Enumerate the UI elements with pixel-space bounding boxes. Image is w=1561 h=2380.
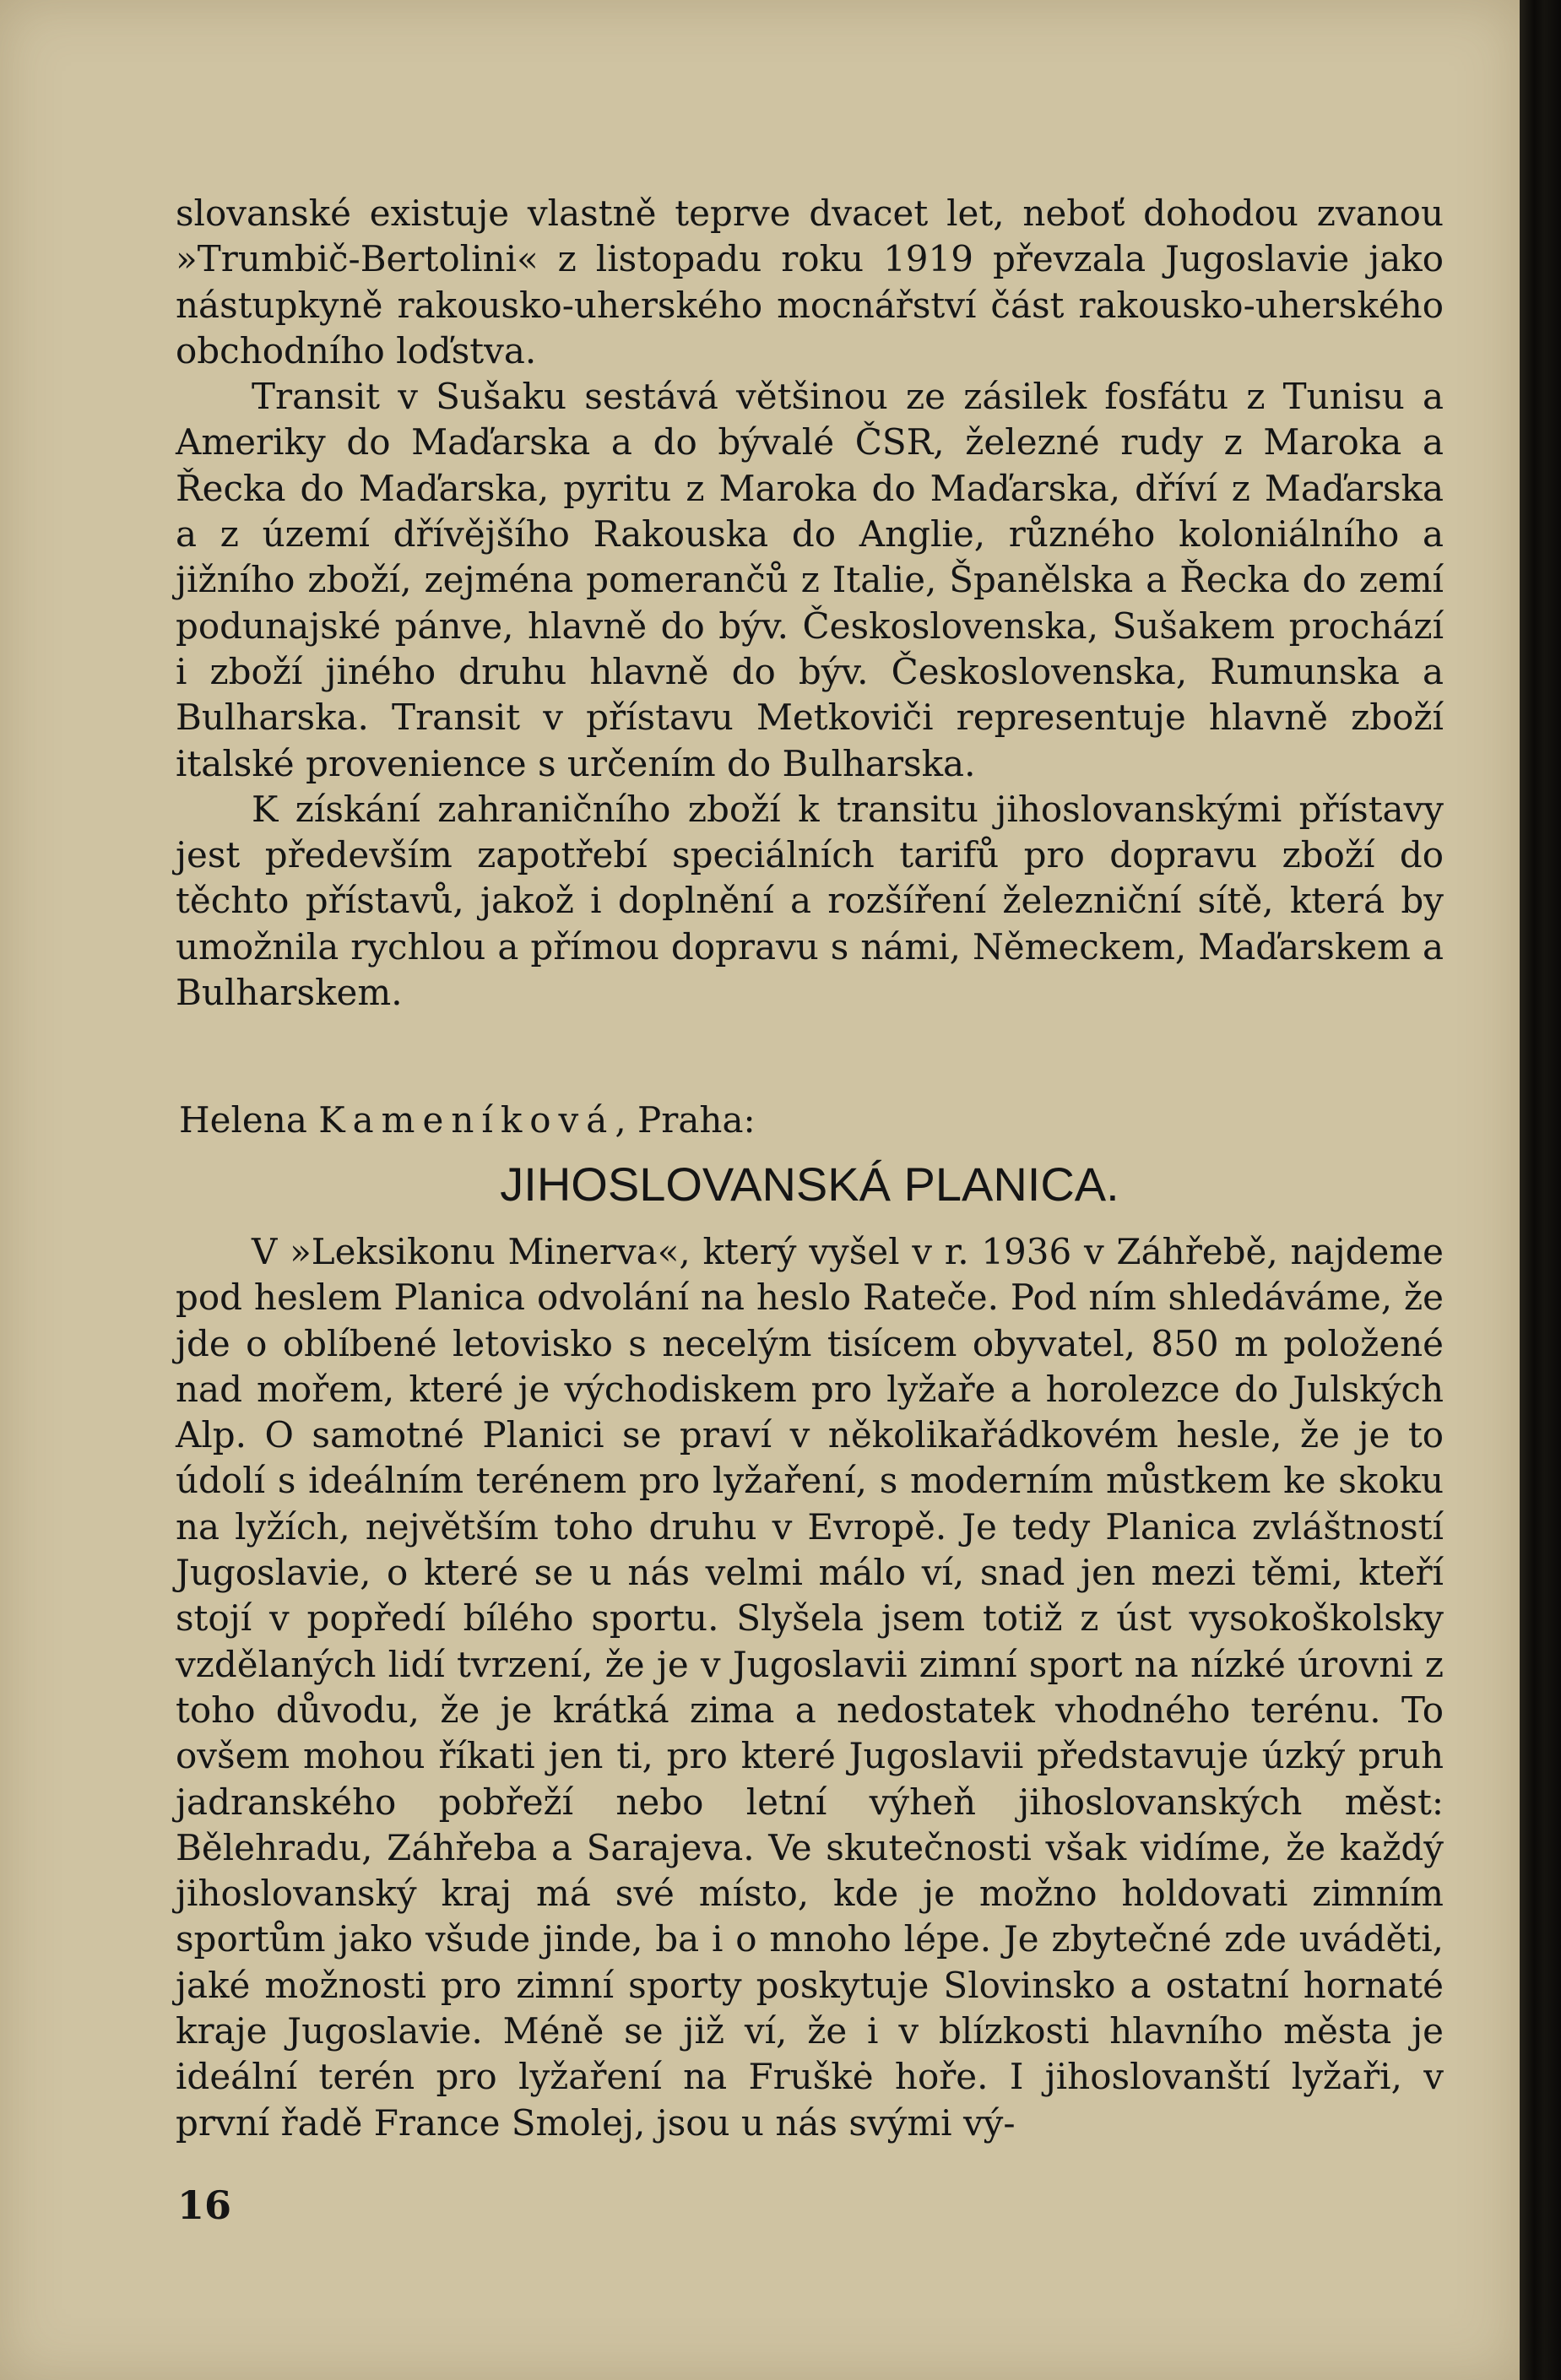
article-text bbox=[176, 1229, 1444, 2146]
author-byline bbox=[179, 1099, 756, 1141]
transit-paragraph: Transit v Sušaku sestává většinou ze zásilek fosfátu z Tunisu a Ameriky do Maďarska a do bývalé ČSR, železné rudy z Maroka a Řecka do Maďarska, pyritu z Maroka do Maďarska, dříví z Maďarska a z území dřívějšího Rakouska do Anglie, různého koloniálního a jižního zboží, zejména pomerančů z Italie, Španělska a Řecka do zemí podunajské pánve, hlavně do býv. Československa, Sušakem prochází i zboží jiného druhu hlavně do býv. Československa, Rumunska a Bulharska. Transit v přístavu Metkoviči representuje hlavně zboží italské provenience s určením do Bulharska. bbox=[176, 376, 1444, 784]
author-first-name: Helena bbox=[179, 1099, 307, 1141]
page-edge-shadow bbox=[1520, 0, 1561, 2380]
previous-article-text bbox=[176, 191, 1444, 1016]
transit-conclusion-paragraph: K získání zahraničního zboží k transitu jihoslovanskými přístavy jest především zapotřebí speciálních tarifů pro dopravu zboží do těchto přístavů, jakož i doplnění a rozšíření železniční sítě, která by umožnila rychlou a přímou dopravu s námi, Německem, Maďarskem a Bulharskem. bbox=[176, 788, 1444, 1014]
continuation-paragraph: slovanské existuje vlastně teprve dvacet let, neboť dohodou zvanou »Trumbič-Bertolini« z listopadu roku 1919 převzala Jugoslavie jako nástupkyně rakousko-uherského mocnářství část rakousko-uherského obchodního loďstva. bbox=[176, 192, 1444, 371]
page-number: 16 bbox=[177, 2182, 232, 2228]
article-title: JIHOSLOVANSKÁ PLANICA. bbox=[500, 1157, 1119, 1211]
article-paragraph: V »Leksikonu Minerva«, který vyšel v r. 1936 v Záhřebě, najdeme pod heslem Planica odvolání na heslo Rateče. Pod ním shledáváme, že jde o oblíbené letovisko s necelým tisícem obyvatel, 850 m položené nad mořem, které je východiskem pro lyžaře a horolezce do Julských Alp. O samotné Planici se praví v několikařádkovém hesle, že je to údolí s ideálním terénem pro lyžaření, s moderním můstkem ke skoku na lyžích, největším toho druhu v Evropě. Je tedy Planica zvláštností Jugoslavie, o které se u nás velmi málo ví, snad jen mezi těmi, kteří stojí v popředí bílého sportu. Slyšela jsem totiž z úst vysokoškolsky vzdělaných lidí tvrzení, že je v Jugoslavii zimní sport na nízké úrovni z toho důvodu, že je krátká zima a nedostatek vhodného terénu. To ovšem mohou říkati jen ti, pro které Jugoslavii představuje úzký pruh jadranského pobřeží nebo letní výheň jihoslovanských měst: Bělehradu, Záhřeba a Sarajeva. Ve skutečnosti však vidíme, že každý jihoslovanský kraj má své místo, kde je možno holdovati zimním sportům jako všude jinde, ba i o mnoho lépe. Je zbytečné zde uváděti, jaké možnosti pro zimní sporty poskytuje Slovinsko a ostatní hornaté kraje Jugoslavie. Méně se již ví, že i v blízkosti hlavního města je ideální terén pro lyžaření na Fruškė hoře. I jihoslovanští lyžaři, v první řadě France Smolej, jsou u nás svými vý- bbox=[176, 1231, 1444, 2144]
author-city: , Praha: bbox=[615, 1099, 756, 1141]
author-surname: Kameníková bbox=[318, 1099, 615, 1141]
